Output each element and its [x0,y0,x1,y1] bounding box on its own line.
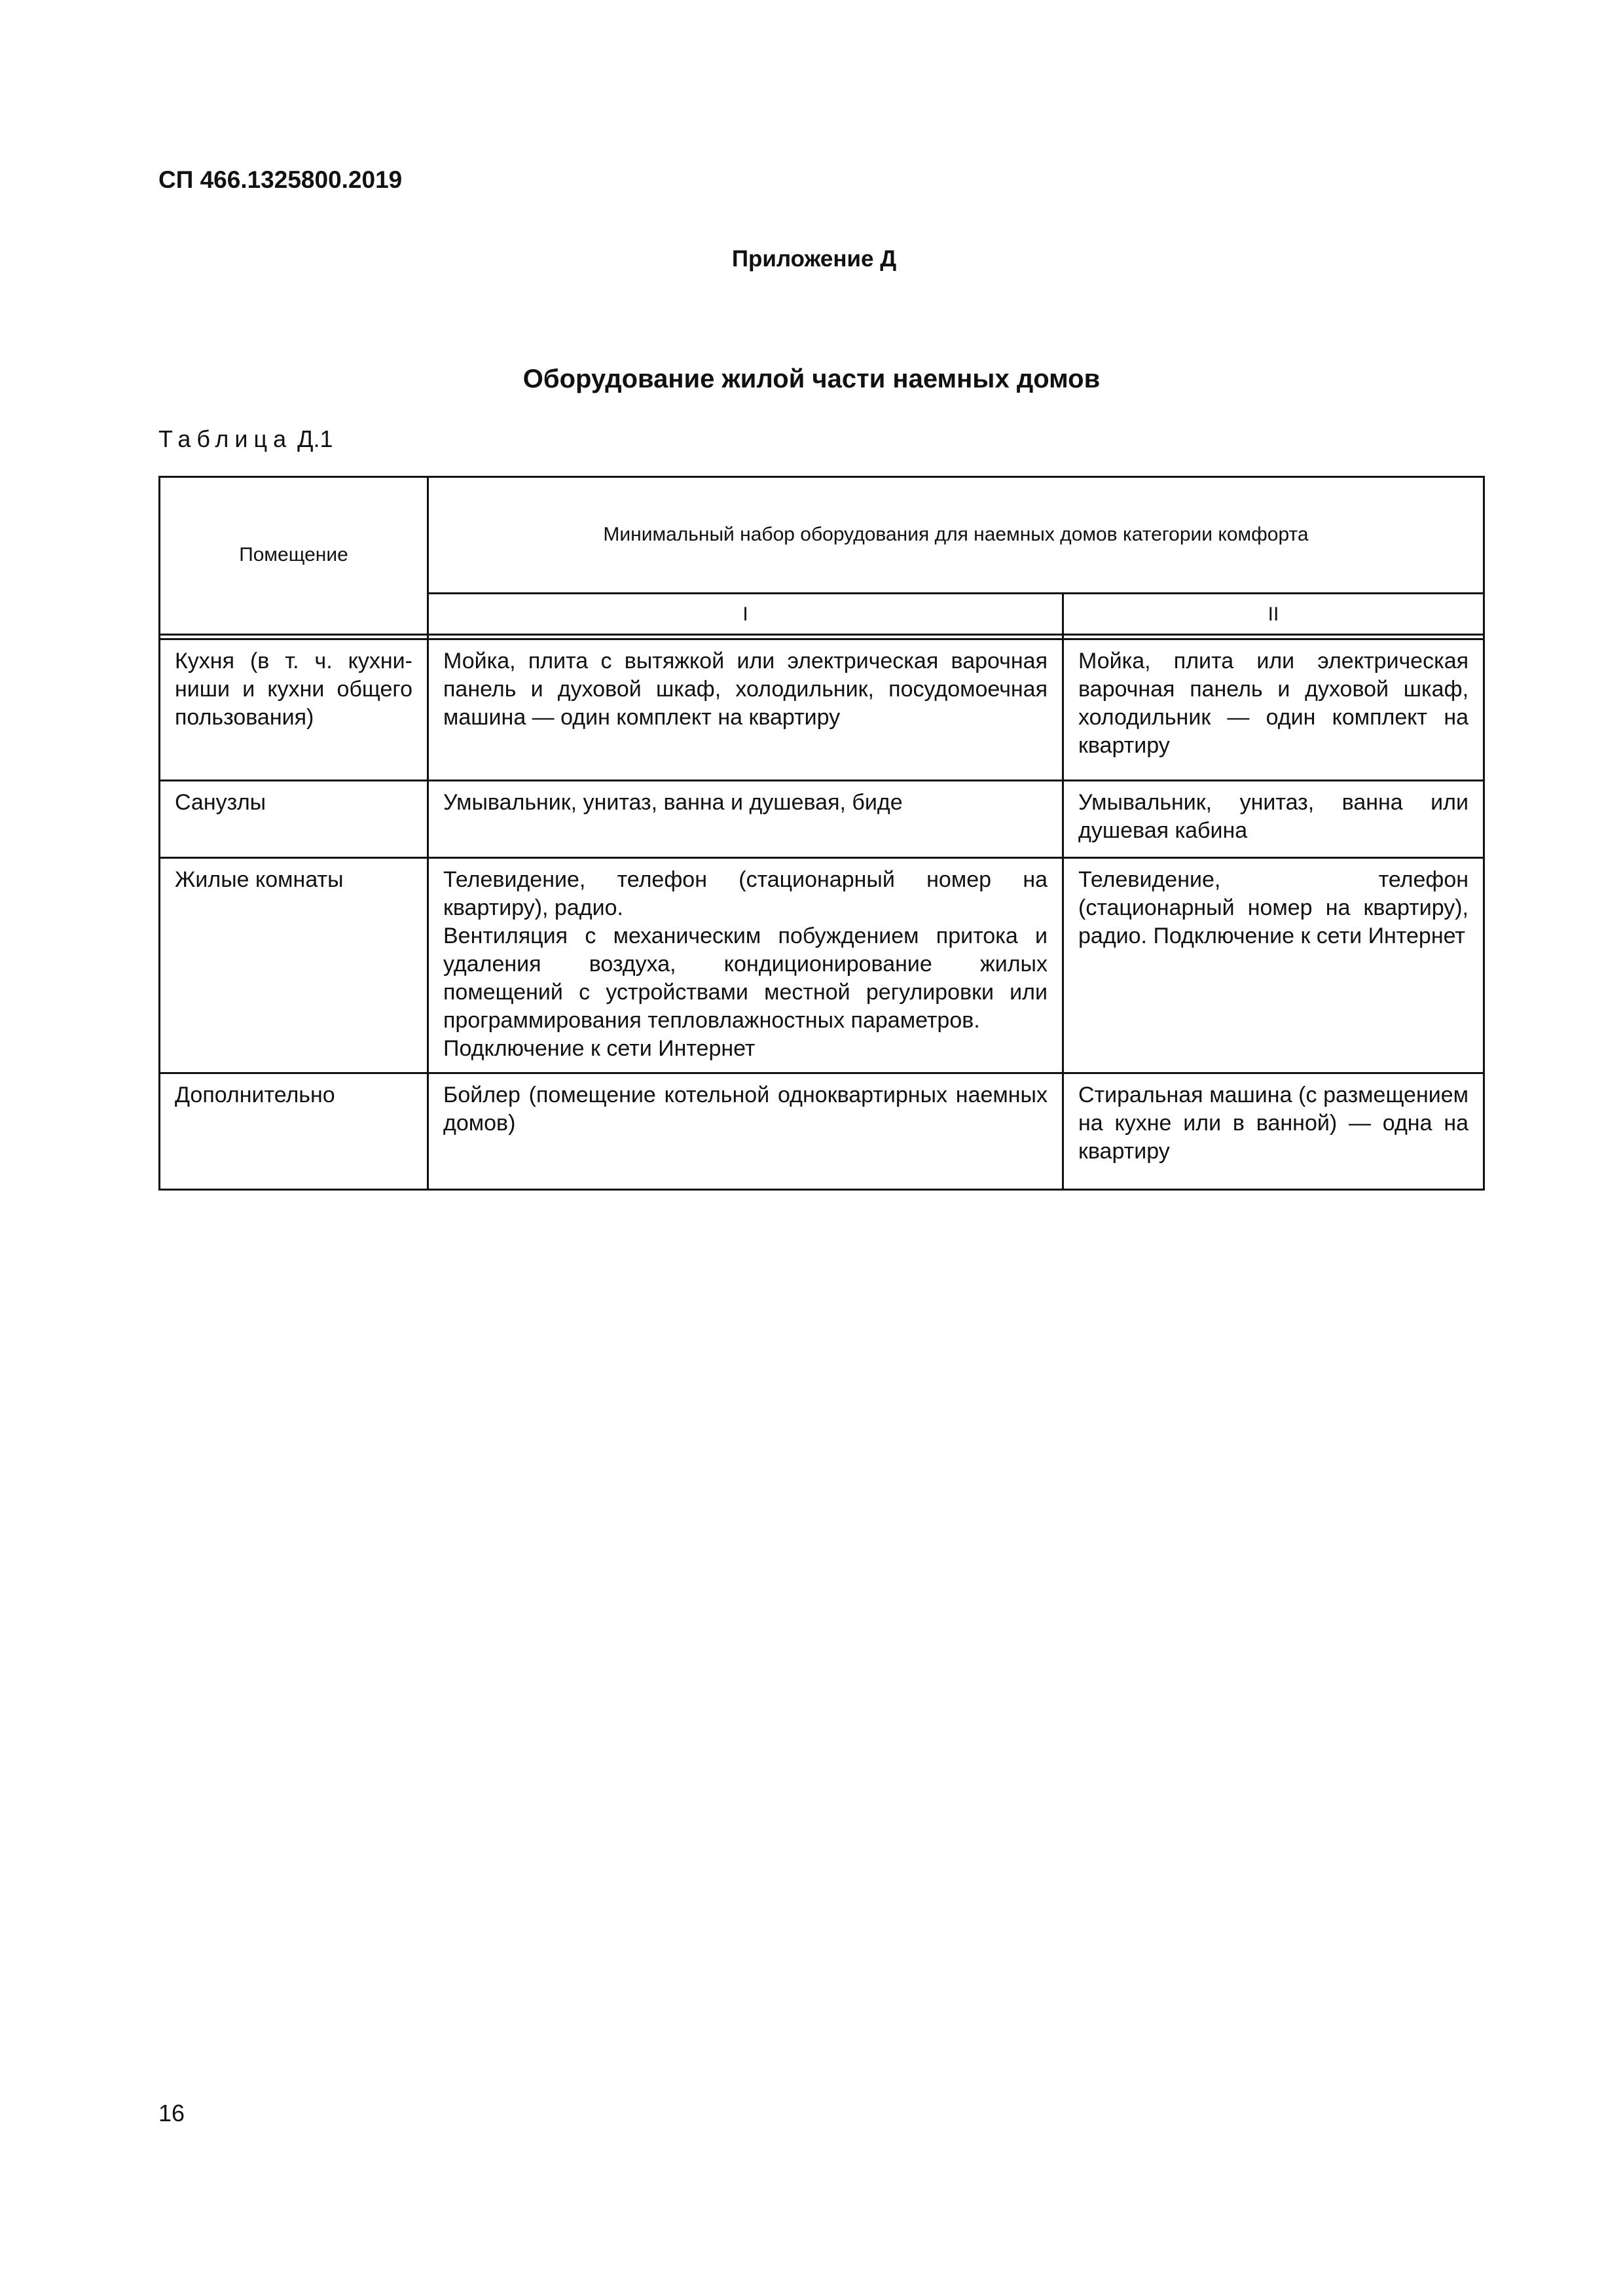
table-row [160,639,1484,781]
category-1-cell: Мойка, плита с вытяжкой или электрическая варочная панель и духовой шкаф, холодильник, посудомоечная машина — один комплект на квартиру [428,639,1063,781]
room-cell: Санузлы [160,781,428,858]
table-header-row [160,477,1484,594]
room-cell: Кухня (в т. ч. кухни-ниши и кухни общего пользования) [160,639,428,781]
paragraph: Телевидение, телефон (стационарный номер на квартиру), радио. [443,867,1048,920]
table-caption-number: Д.1 [297,425,333,452]
separator-cell [428,635,1063,639]
page-number: 16 [158,2100,185,2126]
header-equipment: Минимальный набор оборудования для наемных домов категории комфорта [428,477,1484,594]
header-room: Помещение [160,477,428,635]
appendix-label: Приложение Д [731,246,897,272]
table-row [160,1073,1484,1190]
paragraph: Вентиляция с механическим побуждением притока и удаления воздуха, кондиционирование жилых помещений с устройствами местной регулировки или программирования тепловлажностных параметров. [443,924,1048,1033]
category-1-cell: Бойлер (помещение котельной одноквартирных наемных домов) [428,1073,1063,1190]
category-2-cell: Умывальник, унитаз, ванна или душевая кабина [1063,781,1484,858]
category-2-cell: Телевидение, телефон (стационарный номер на квартиру), радио. Подключение к сети Интернет [1063,858,1484,1073]
table-row [160,858,1484,1073]
paragraph: Подключение к сети Интернет [443,1036,756,1061]
category-1-cell [428,858,1063,1073]
document-code: СП 466.1325800.2019 [158,166,403,193]
category-2-cell: Стиральная машина (с размещением на кухне или в ванной) — одна на квартиру [1063,1073,1484,1190]
table-caption-word: Таблица [158,425,293,452]
header-category-2: II [1063,594,1484,635]
separator-cell [1063,635,1484,639]
header-separator [160,635,1484,639]
category-1-cell: Умывальник, унитаз, ванна и душевая, биде [428,781,1063,858]
equipment-table [158,476,1485,1191]
appendix-heading [0,246,1623,272]
table-caption [158,425,333,453]
header-category-1: I [428,594,1063,635]
table-row [160,781,1484,858]
document-title: Оборудование жилой части наемных домов [522,365,1101,393]
category-2-cell: Мойка, плита или электрическая варочная панель и духовой шкаф, холодильник — один комплект на квартиру [1063,639,1484,781]
room-cell: Жилые комнаты [160,858,428,1073]
room-cell: Дополнительно [160,1073,428,1190]
separator-cell [160,635,428,639]
